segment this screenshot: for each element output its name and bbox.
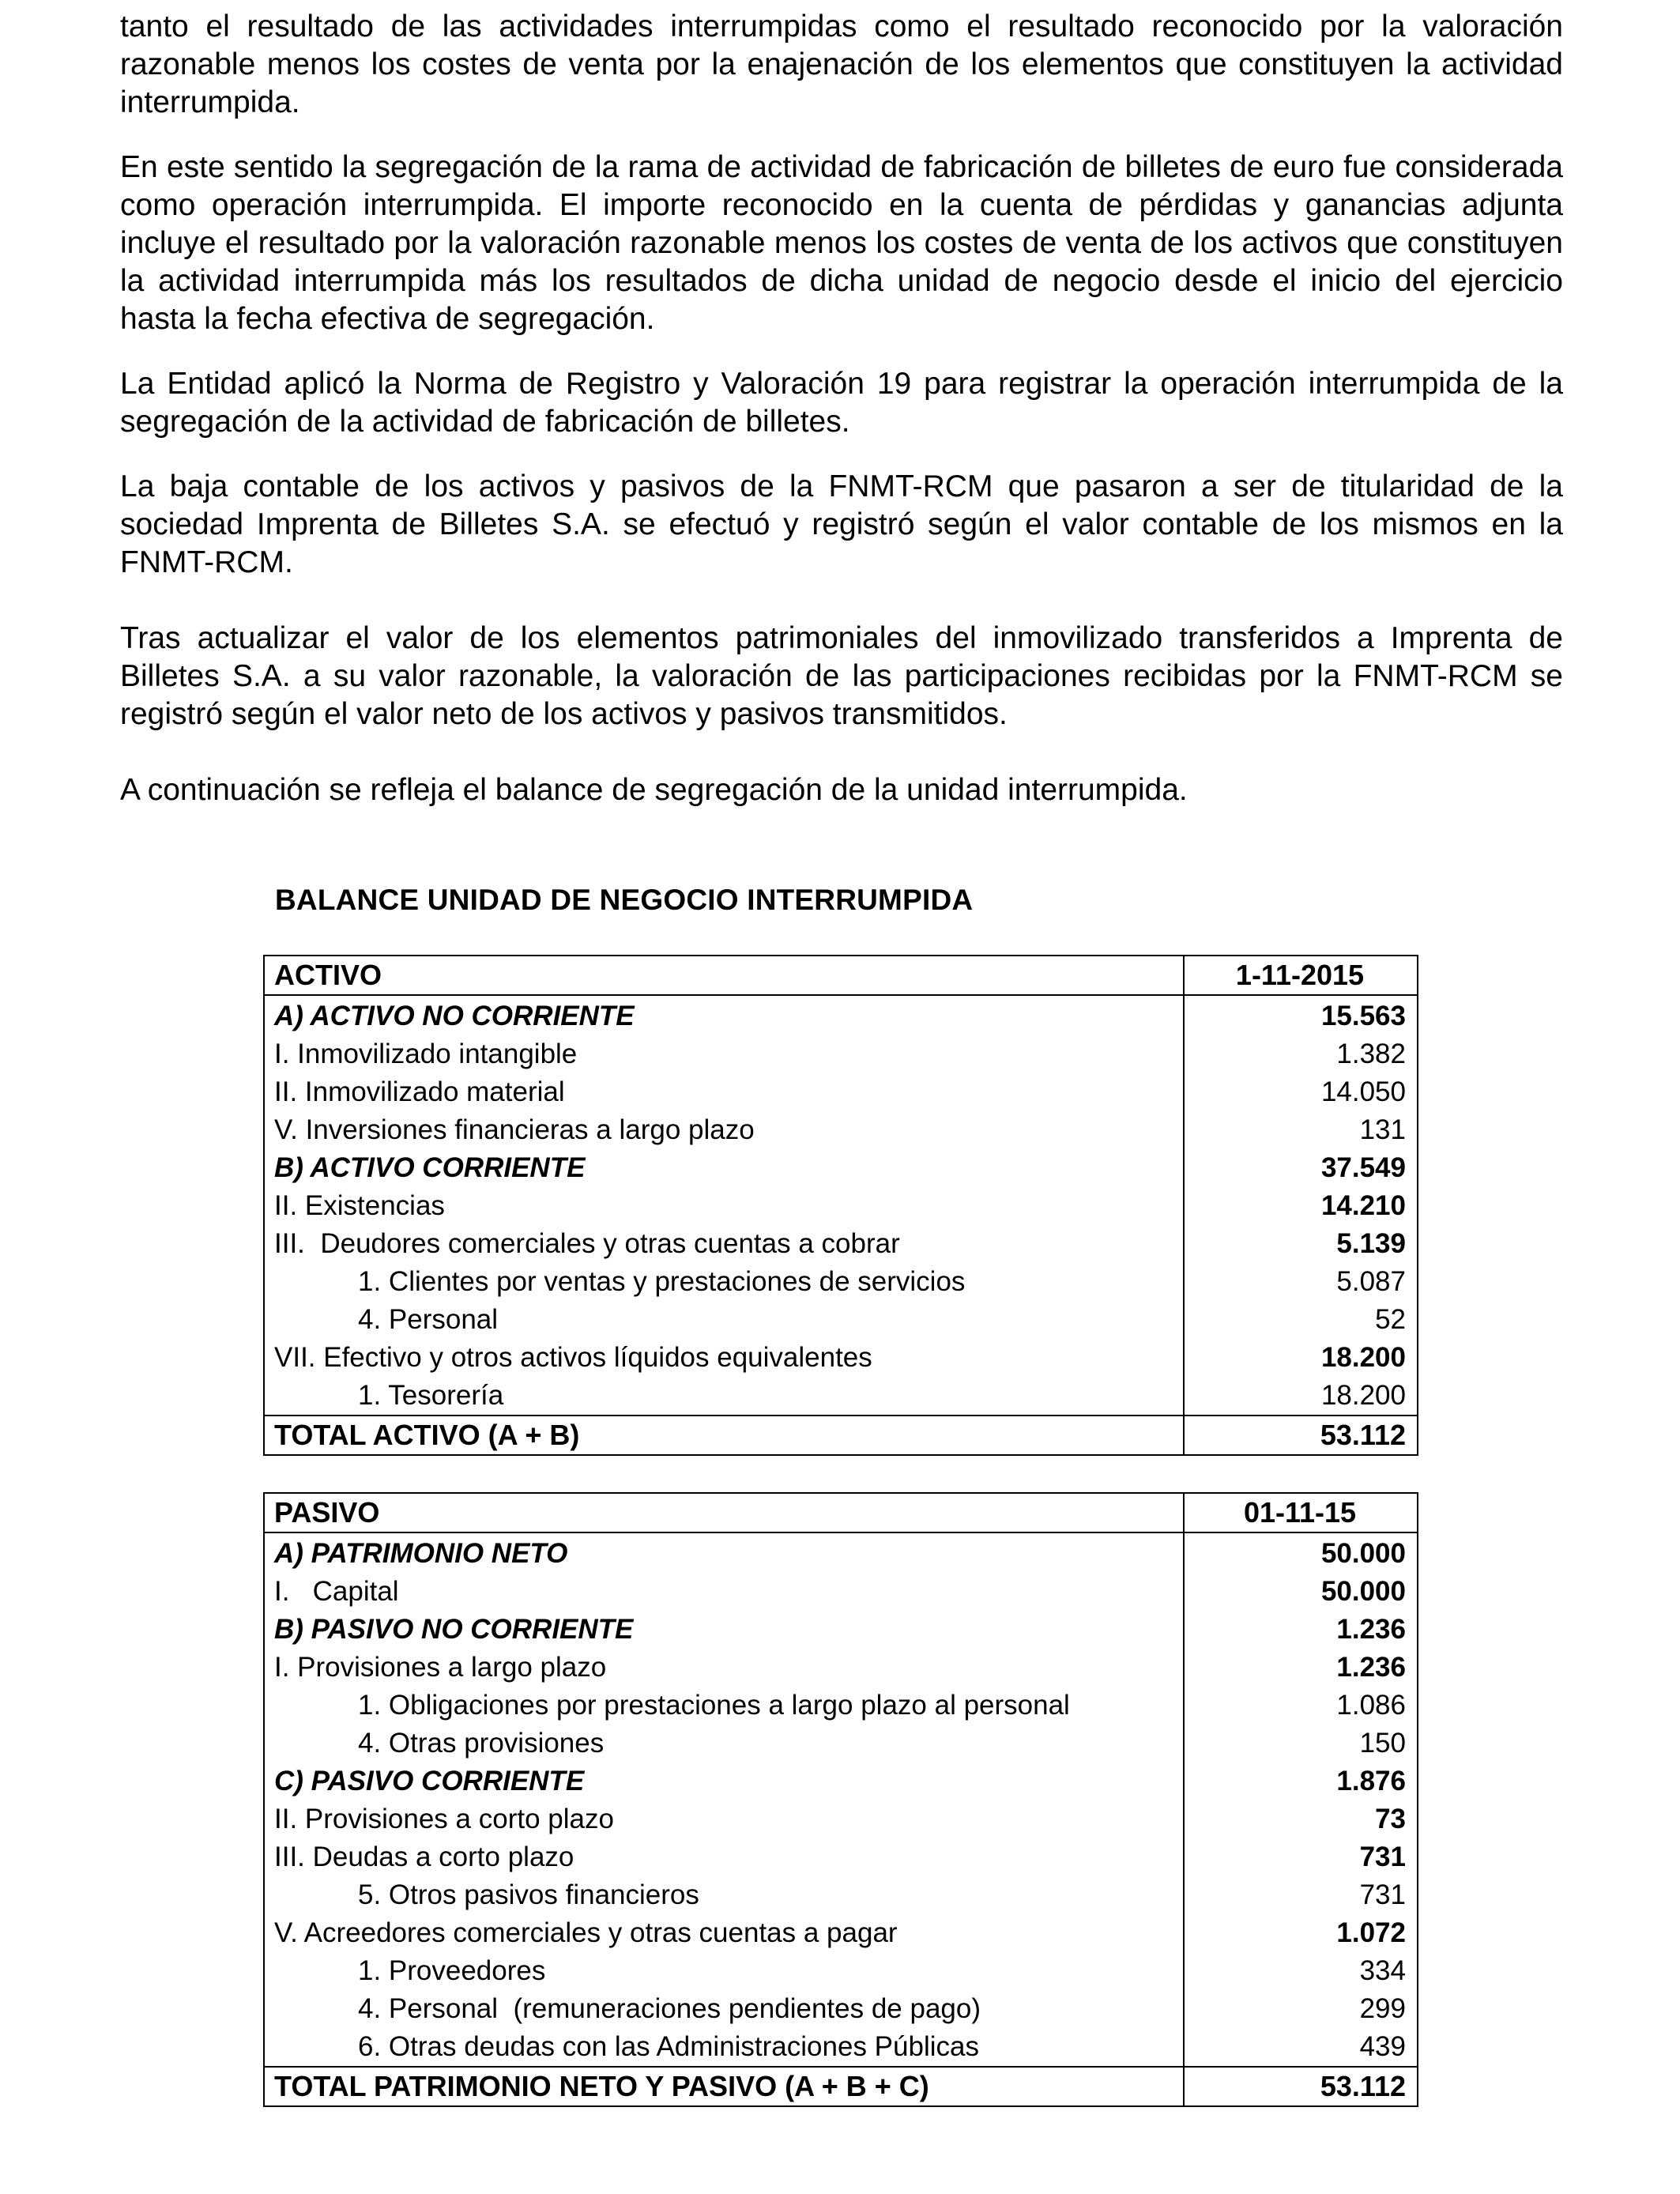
activo-table <box>263 955 1418 1456</box>
table-row <box>264 1149 1418 1187</box>
row-value: 18.200 <box>1184 1377 1418 1416</box>
row-value: 37.549 <box>1184 1149 1418 1187</box>
table-header-row <box>264 1493 1418 1532</box>
row-label: 4. Personal <box>264 1301 1184 1339</box>
row-value: 1.236 <box>1184 1611 1418 1649</box>
table-row <box>264 1339 1418 1377</box>
paragraph: En este sentido la segregación de la rama de actividad de fabricación de billetes de euro fue considerada como operación interrumpida. El importe reconocido en la cuenta de pérdidas y ganancias adjunta incluye el resultado por la valoración razonable menos los costes de venta de los activos que constituyen la actividad interrumpida más los resultados de dicha unidad de negocio desde el inicio del ejercicio hasta la fecha efectiva de segregación. <box>120 150 1563 336</box>
row-value: 50.000 <box>1184 1573 1418 1611</box>
row-value: 50.000 <box>1184 1532 1418 1573</box>
table-row <box>264 1952 1418 1990</box>
table-title: BALANCE UNIDAD DE NEGOCIO INTERRUMPIDA <box>275 884 974 916</box>
row-label: V. Inversiones financieras a largo plazo <box>264 1111 1184 1149</box>
table-row <box>264 995 1418 1035</box>
header-date: 1-11-2015 <box>1184 956 1418 995</box>
row-label: 1. Tesorería <box>264 1377 1184 1416</box>
table-row <box>264 1573 1418 1611</box>
row-label: 6. Otras deudas con las Administraciones Públicas <box>264 2028 1184 2067</box>
table-row <box>264 1990 1418 2028</box>
row-value: 1.236 <box>1184 1649 1418 1687</box>
table-row <box>264 1263 1418 1301</box>
table-row <box>264 1876 1418 1914</box>
table-row <box>264 2028 1418 2067</box>
row-value: 1.876 <box>1184 1762 1418 1800</box>
row-label: B) ACTIVO CORRIENTE <box>264 1149 1184 1187</box>
row-label: 1. Obligaciones por prestaciones a largo plazo al personal <box>264 1687 1184 1725</box>
row-label: 1. Proveedores <box>264 1952 1184 1990</box>
row-value: 299 <box>1184 1990 1418 2028</box>
table-row <box>264 1532 1418 1573</box>
paragraph: tanto el resultado de las actividades interrumpidas como el resultado reconocido por la valoración razonable menos los costes de venta por la enajenación de los elementos que constituyen la actividad interrumpida. <box>120 9 1563 119</box>
row-value: 150 <box>1184 1725 1418 1762</box>
row-label: I. Capital <box>264 1573 1184 1611</box>
row-label: II. Provisiones a corto plazo <box>264 1800 1184 1838</box>
row-value: 131 <box>1184 1111 1418 1149</box>
row-label: 4. Otras provisiones <box>264 1725 1184 1762</box>
row-label: II. Existencias <box>264 1187 1184 1225</box>
row-label: 5. Otros pasivos financieros <box>264 1876 1184 1914</box>
row-label: C) PASIVO CORRIENTE <box>264 1762 1184 1800</box>
table-row <box>264 1301 1418 1339</box>
table-row <box>264 1073 1418 1111</box>
header-label: ACTIVO <box>264 956 1184 995</box>
table-row <box>264 1377 1418 1416</box>
total-row <box>264 2067 1418 2106</box>
header-date: 01-11-15 <box>1184 1493 1418 1532</box>
table-row <box>264 1725 1418 1762</box>
row-value: 731 <box>1184 1876 1418 1914</box>
row-label: V. Acreedores comerciales y otras cuentas a pagar <box>264 1914 1184 1952</box>
table-row <box>264 1611 1418 1649</box>
table-row <box>264 1800 1418 1838</box>
paragraph: A continuación se refleja el balance de segregación de la unidad interrumpida. <box>120 773 1188 807</box>
total-value: 53.112 <box>1184 2067 1418 2106</box>
table-row <box>264 1762 1418 1800</box>
row-label <box>264 1611 1184 1649</box>
row-label: VII. Efectivo y otros activos líquidos equivalentes <box>264 1339 1184 1377</box>
row-value: 439 <box>1184 2028 1418 2067</box>
total-label: TOTAL ACTIVO (A + B) <box>264 1416 1184 1455</box>
table-row <box>264 1187 1418 1225</box>
table-row <box>264 1914 1418 1952</box>
row-value: 731 <box>1184 1838 1418 1876</box>
row-value: 73 <box>1184 1800 1418 1838</box>
paragraph: La Entidad aplicó la Norma de Registro y Valoración 19 para registrar la operación interrumpida de la segregación de la actividad de fabricación de billetes. <box>120 367 1563 439</box>
table-row <box>264 1687 1418 1725</box>
row-label: A) ACTIVO NO CORRIENTE <box>264 995 1184 1035</box>
table-row <box>264 1111 1418 1149</box>
table-row <box>264 1225 1418 1263</box>
row-label: III. Deudas a corto plazo <box>264 1838 1184 1876</box>
header-label: PASIVO <box>264 1493 1184 1532</box>
row-label: I. Provisiones a largo plazo <box>264 1649 1184 1687</box>
table-row <box>264 1838 1418 1876</box>
row-value: 52 <box>1184 1301 1418 1339</box>
row-value: 334 <box>1184 1952 1418 1990</box>
table-header-row <box>264 956 1418 995</box>
paragraph: La baja contable de los activos y pasivos de la FNMT-RCM que pasaron a ser de titularidad de la sociedad Imprenta de Billetes S.A. se efectuó y registró según el valor contable de los mismos en la FNMT-RCM. <box>120 469 1563 579</box>
row-value: 18.200 <box>1184 1339 1418 1377</box>
row-label: 4. Personal (remuneraciones pendientes de pago) <box>264 1990 1184 2028</box>
paragraph: Tras actualizar el valor de los elementos patrimoniales del inmovilizado transferidos a Imprenta de Billetes S.A. a su valor razonable, la valoración de las participaciones recibidas por la FNMT-RCM se registró según el valor neto de los activos y pasivos transmitidos. <box>120 621 1563 731</box>
document-body <box>120 8 1563 836</box>
row-label-text: B) PASIVO NO CORRIENTE <box>274 1614 634 1645</box>
pasivo-table <box>263 1492 1418 2107</box>
row-value: 1.382 <box>1184 1035 1418 1073</box>
row-label: A) PATRIMONIO NETO <box>264 1532 1184 1573</box>
row-value: 5.139 <box>1184 1225 1418 1263</box>
total-row <box>264 1416 1418 1455</box>
row-value: 1.072 <box>1184 1914 1418 1952</box>
row-value: 1.086 <box>1184 1687 1418 1725</box>
row-label: I. Inmovilizado intangible <box>264 1035 1184 1073</box>
table-row <box>264 1649 1418 1687</box>
row-value: 14.210 <box>1184 1187 1418 1225</box>
table-row <box>264 1035 1418 1073</box>
row-label: III. Deudores comerciales y otras cuentas a cobrar <box>264 1225 1184 1263</box>
total-value: 53.112 <box>1184 1416 1418 1455</box>
total-label: TOTAL PATRIMONIO NETO Y PASIVO (A + B + C) <box>264 2067 1184 2106</box>
row-value: 14.050 <box>1184 1073 1418 1111</box>
row-value: 15.563 <box>1184 995 1418 1035</box>
row-label: 1. Clientes por ventas y prestaciones de servicios <box>264 1263 1184 1301</box>
row-label: II. Inmovilizado material <box>264 1073 1184 1111</box>
row-value: 5.087 <box>1184 1263 1418 1301</box>
